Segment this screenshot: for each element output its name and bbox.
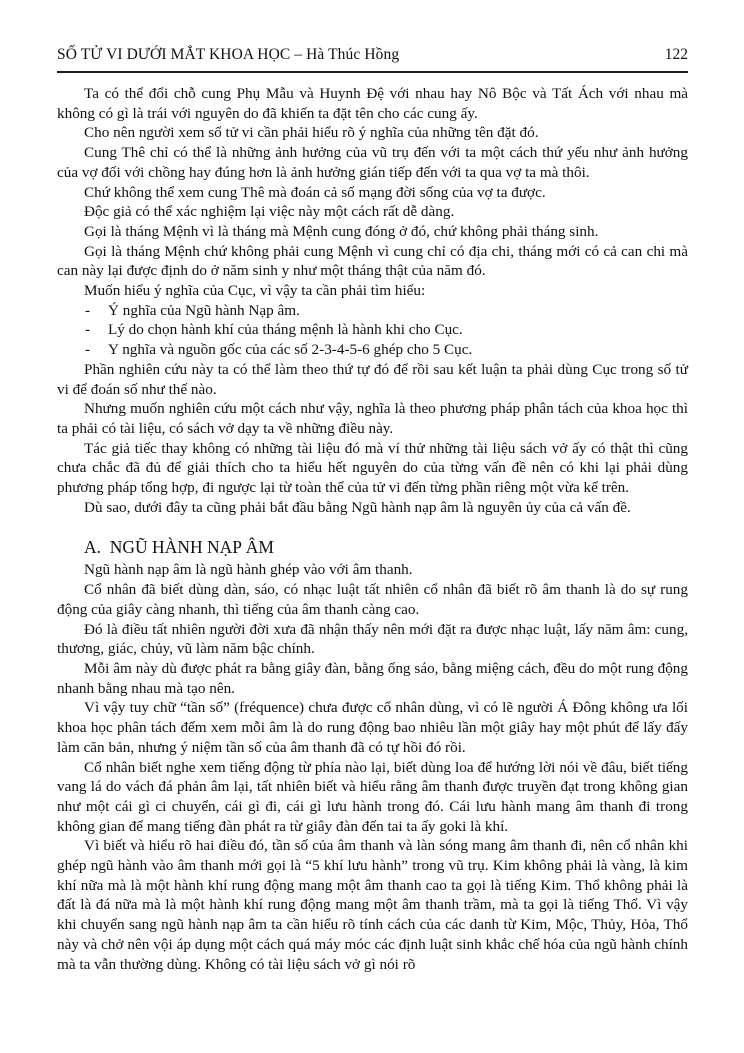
paragraph: Ngũ hành nạp âm là ngũ hành ghép vào với âm thanh. xyxy=(84,561,413,579)
paragraph: Độc giả có thể xác nghiệm lại việc này một cách rất dễ dàng. xyxy=(84,203,455,221)
paragraph: Nhưng muốn nghiên cứu một cách như vậy, nghĩa là theo phương pháp phân tách của khoa học thì ta phải có tài liệu, có sách vở dạy ta về những điều này. xyxy=(57,400,688,437)
list-dash: - xyxy=(85,321,91,339)
list-item-text: Y nghĩa và nguồn gốc của các số 2-3-4-5-6 ghép cho 5 Cục. xyxy=(108,341,473,359)
running-title: SỐ TỬ VI DƯỚI MẮT KHOA HỌC – Hà Thúc Hồng xyxy=(57,46,400,63)
paragraph: Cung Thê chỉ có thể là những ảnh hưởng của vũ trụ đến với ta một cách thứ yếu như ảnh hưởng của vợ đối với chồng hay đúng hơn là ảnh hưởng gián tiếp đến với ta qua vợ ta mà thôi. xyxy=(57,144,688,181)
paragraph: Gọi là tháng Mệnh chứ không phải cung Mệnh vì cung chỉ có địa chi, tháng mới có cả can chi mà can này lại được định do ở năm sinh y như một tháng thật của năm đó. xyxy=(57,242,688,280)
paragraph: Cổ nhân biết nghe xem tiếng động từ phía nào lại, biết dùng loa để hướng lời nói về đâu, biết tiếng vang lá do vách đá phản âm lại, tất nhiên biết và hiểu rằng âm thanh được truyền đạt trong không gian như một cái gì ci chuyển, cái gì đi, cái gì lưu hành trong đó. Cái lưu hành mang âm thanh đi trong không gian để mang tiếng đàn phát ra từ giây đàn đến tai ta ấy goki là khí. xyxy=(57,758,688,835)
page-header xyxy=(57,46,688,64)
paragraph: Chứ không thể xem cung Thê mà đoán cả số mạng đời sống của vợ ta được. xyxy=(84,183,546,201)
page-body xyxy=(57,84,688,974)
list-item-text: Lý do chọn hành khí của tháng mệnh là hành khi cho Cục. xyxy=(108,321,463,339)
paragraph: Tác giả tiếc thay không có những tài liệu đó mà ví thử những tài liệu sách vở ấy có thật thì cũng chưa chắc đã đủ để giải thích cho ta hiểu hết nguyên do của từng vấn đề nên có khi lại phải dùng phương pháp tổng hợp, đi ngược lại từ toàn thể của tử vi đến từng phần riêng một vừa kể trên. xyxy=(57,439,688,497)
header-rule xyxy=(57,71,688,73)
paragraph: Mỗi âm này dù được phát ra bằng giây đàn, bằng ống sáo, bằng miệng cách, đều do một rung động nhanh bằng nhau mà tạo nên. xyxy=(57,659,688,697)
section-heading: A. NGŨ HÀNH NẠP ÂM xyxy=(84,537,274,558)
list-item xyxy=(57,340,688,360)
paragraph: Đó là điều tất nhiên người đời xưa đã nhận thấy nên mới đặt ra được nhạc luật, lấy năm âm: cung, thương, giác, chủy, vũ làm năm bậc chính. xyxy=(57,620,688,658)
paragraph: Dù sao, dưới đây ta cũng phải bắt đầu bằng Ngũ hành nạp âm là nguyên ủy của cả vấn đề. xyxy=(84,498,631,516)
paragraph: Cổ nhân đã biết dùng dàn, sáo, có nhạc luật tất nhiên cổ nhân đã biết rõ âm thanh là do sự rung động của giây càng nhanh, thì tiếng của âm thanh càng cao. xyxy=(57,581,688,618)
paragraph: Muốn hiểu ý nghĩa của Cục, vì vậy ta cần phải tìm hiểu: xyxy=(84,282,426,300)
paragraph: Gọi là tháng Mệnh vì là tháng mà Mệnh cung đóng ở đó, chứ không phải tháng sinh. xyxy=(84,222,599,240)
paragraph: Vì vậy tuy chữ “tần số” (fréquence) chưa được cổ nhân dùng, vì có lẽ người Á Đông không ưa lối khoa học phân tách đếm xem mỗi âm là do rung động bao nhiêu lần một giây hay một phút để lấy đấy làm căn bản, nhưng ý niệm tần số của âm thanh đã có tự hồi đó rồi. xyxy=(57,699,688,756)
page-number: 122 xyxy=(664,46,688,63)
list-item-text: Ý nghĩa của Ngũ hành Nạp âm. xyxy=(108,301,300,319)
paragraph: Phần nghiên cứu này ta có thể làm theo thứ tự đó để rồi sau kết luận ta phải dùng Cục trong số tử vi để đoán số như thế nào. xyxy=(57,360,688,398)
list-dash: - xyxy=(85,301,91,319)
paragraph: Ta có thể đổi chỗ cung Phụ Mẫu và Huynh Đệ với nhau hay Nô Bộc và Tất Ách với nhau mà không có gì là trái với nguyên do đã khiến ta đặt tên cho các cung ấy. xyxy=(57,85,688,122)
list-item xyxy=(57,301,688,321)
paragraph: Vì biết và hiểu rõ hai điều đó, tần số của âm thanh và làn sóng mang âm thanh đi, nên cổ nhân khi ghép ngũ hành vào âm thanh mới gọi là “5 khí lưu hành” trong vũ trụ. Kim không phải là vàng, là kim khí nữa mà là một hành khí rung động mang một âm thanh cao ta gọi là tiếng Kim. Thổ không phải là đất là đá nữa mà là một hành khí rung động mang một âm thanh trầm, mà ta gọi là tiếng Thổ. Vì vậy khi chuyển sang ngũ hành nạp âm ta cần hiểu rõ tính cách của các danh từ Kim, Mộc, Thủy, Hỏa, Thổ này và chở nên vội áp dụng một cách quá máy móc các định luật sinh khắc chế hóa của ngũ hành chính mà ta vẫn thường dùng. Không có tài liệu sách vở gì nói rõ xyxy=(57,837,688,973)
list-item xyxy=(57,320,688,340)
paragraph: Cho nên người xem số tử vi cần phải hiểu rõ ý nghĩa của những tên đặt đó. xyxy=(84,124,539,142)
list-dash: - xyxy=(85,341,91,359)
